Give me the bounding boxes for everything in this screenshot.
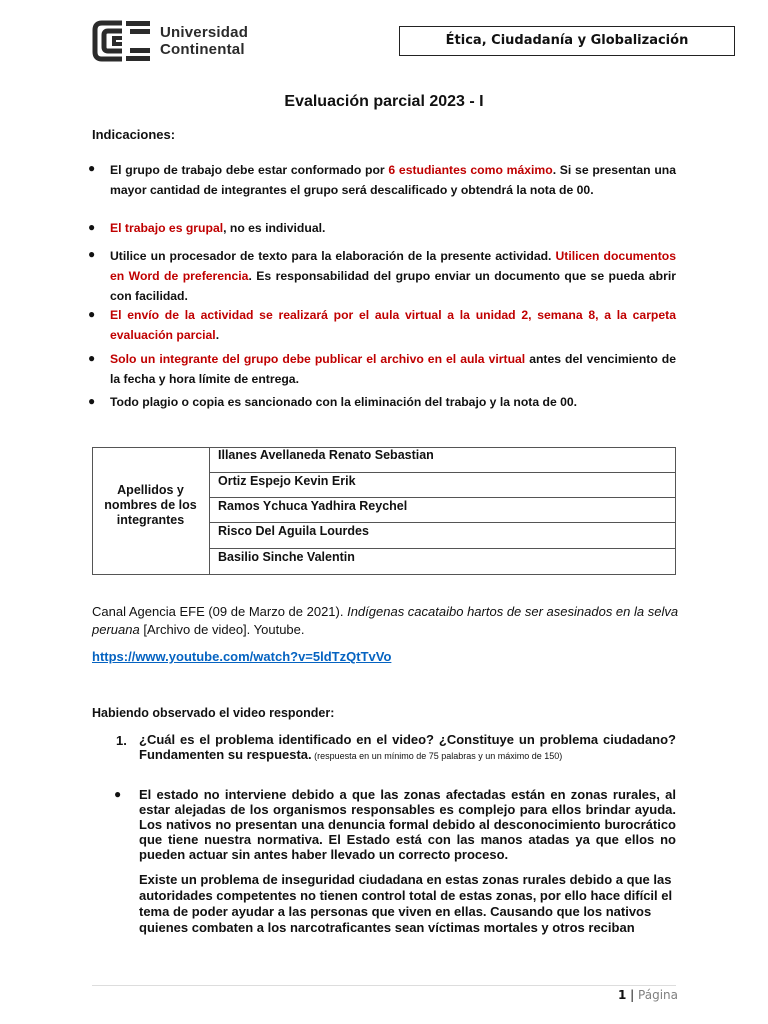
bullet-item-3: Utilice un procesador de texto para la elaboración de la presente actividad. Utilicen documentos en Word de preferencia. Es responsabilidad del grupo enviar un documento que se pueda abrir con facilidad. [110,249,676,303]
page-title: Evaluación parcial 2023 - I [284,93,484,110]
bullet-icon: ● [88,161,96,175]
answer-paragraph-2: Existe un problema de inseguridad ciudadana en estas zonas rurales debido a que las autoridades competentes no tienen control total de estas zonas, por ello hace difícil el tema de poder ayudar a las personas que viven en ellas. Causando que los nativos quienes combaten a los narcotraficantes sean víctimas mortales y otros reciban [139,872,673,935]
member-name: Risco Del Aguila Lourdes [218,524,369,538]
bullet-item-6: Todo plagio o copia es sancionado con la eliminación del trabajo y la nota de 00. [110,395,578,409]
member-name: Ramos Ychuca Yadhira Reychel [218,499,408,513]
instruction-text: Habiendo observado el video responder: [92,706,335,720]
member-name: Ortiz Espejo Kevin Erik [218,474,356,488]
footer-divider [92,985,676,986]
bullet-icon: ● [88,351,96,365]
bullet-icon: ● [88,307,96,321]
table-divider [210,522,676,523]
member-name: Basilio Sinche Valentin [218,550,355,564]
logo-line-1: Universidad [160,24,249,41]
members-label: Apellidos y nombres de los integrantes [104,483,197,527]
table-divider [210,497,676,498]
bullet-icon: ● [88,247,96,261]
answer-paragraph-1: El estado no interviene debido a que las zonas afectadas están en zonas rurales, al estar alejadas de los organismos responsables es complejo para ellos brindar ayuda. Los nativos no presentan una denuncia formal debido al desconocimiento burocrático que tiene nuestra normativa. El Estado está con las manos atadas ya que ellos no pueden actuar sin antes haber llevado un correcto proceso. [139,787,676,862]
table-divider [210,472,676,473]
bullet-icon: ● [114,787,122,801]
logo-wordmark [160,24,248,58]
bullet-item-1: El grupo de trabajo debe estar conformado por 6 estudiantes como máximo. Si se presentan una mayor cantidad de integrantes el grupo será descalificado y obtendrá la nota de 00. [110,163,676,197]
video-reference: Canal Agencia EFE (09 de Marzo de 2021). Indígenas cacataibo hartos de ser asesinados en la selva peruana [Archivo de video]. Youtube. [92,604,679,637]
page-number: 1 | Página [618,988,678,1002]
bullet-icon: ● [88,394,96,408]
bullet-icon: ● [88,220,96,234]
university-logo-icon [92,20,154,62]
table-divider [210,548,676,549]
course-title-box: Ética, Ciudadanía y Globalización [399,26,735,56]
bullet-item-5: Solo un integrante del grupo debe publicar el archivo en el aula virtual antes del vencimiento de la fecha y hora límite de entrega. [110,352,677,386]
logo-line-2: Continental [160,41,245,58]
bullet-item-4: El envío de la actividad se realizará por el aula virtual a la unidad 2, semana 8, a la carpeta evaluación parcial. [110,308,676,342]
question-number: 1. [116,733,127,748]
question-1: ¿Cuál es el problema identificado en el video? ¿Constituye un problema ciudadano? Fundamenten su respuesta. (respuesta en un mínimo de 75 palabras y un máximo de 150) [139,732,676,762]
indicaciones-label: Indicaciones: [92,127,176,142]
bullet-item-2: El trabajo es grupal, no es individual. [110,221,326,235]
video-link[interactable]: https://www.youtube.com/watch?v=5ldTzQtTvVo [92,649,392,664]
member-name: Illanes Avellaneda Renato Sebastian [218,448,434,462]
members-label-cell [92,447,210,575]
